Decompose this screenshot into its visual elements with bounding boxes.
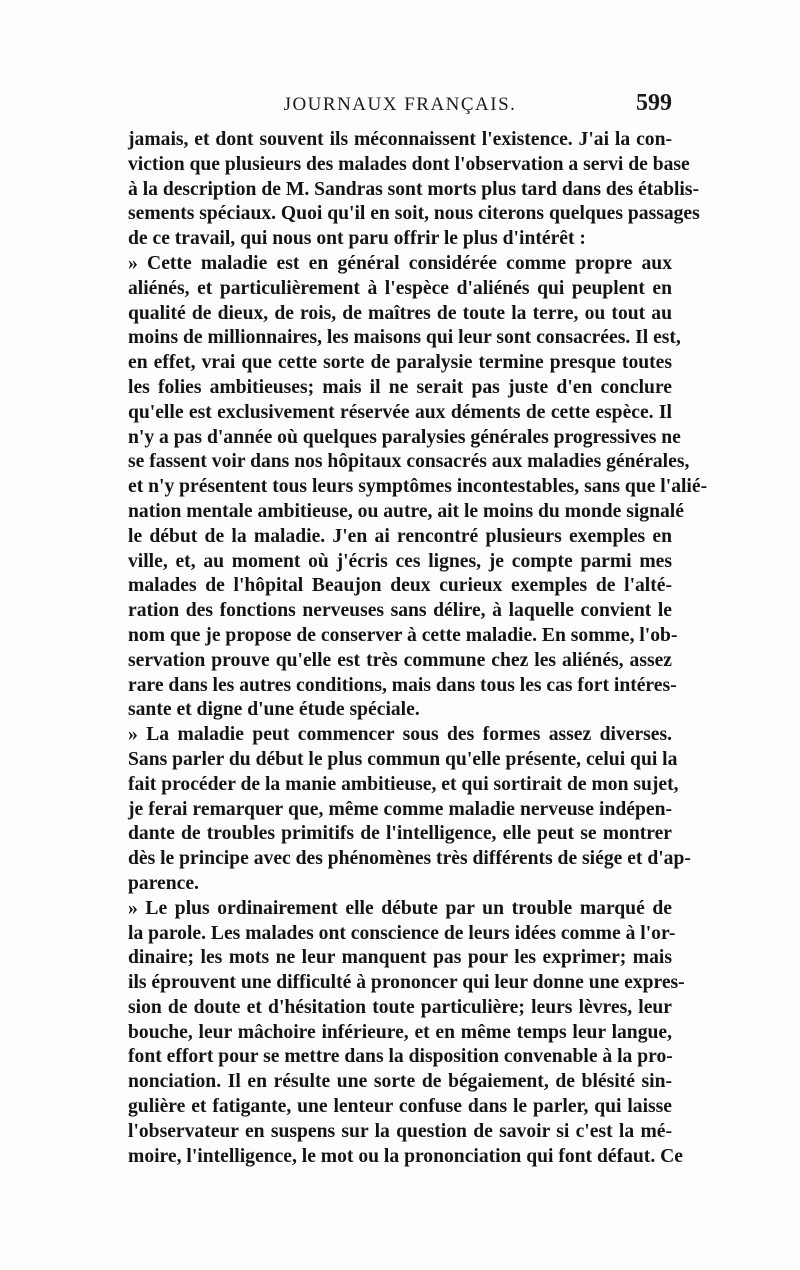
- text-line: bouche, leur mâchoire inférieure, et en même temps leur langue,: [128, 1021, 672, 1043]
- text-line: moire, l'intelligence, le mot ou la prononciation qui font défaut. Ce: [128, 1145, 683, 1167]
- text-line: le début de la maladie. J'en ai rencontré plusieurs exemples en: [128, 525, 672, 547]
- text-line: qu'elle est exclusivement réservée aux déments de cette espèce. Il: [128, 401, 672, 423]
- text-line: parence.: [128, 872, 199, 894]
- text-line: sements spéciaux. Quoi qu'il en soit, nous citerons quelques passages: [128, 203, 700, 225]
- text-line: se fassent voir dans nos hôpitaux consacrés aux maladies générales,: [128, 451, 690, 473]
- text-line: jamais, et dont souvent ils méconnaissent l'existence. J'ai la con-: [128, 129, 672, 150]
- text-line: l'observateur en suspens sur la question de savoir si c'est la mé-: [128, 1120, 672, 1142]
- text-line: fait procéder de la manie ambitieuse, et qui sortirait de mon sujet,: [128, 773, 679, 795]
- text-line: aliénés, et particulièrement à l'espèce d'aliénés qui peuplent en: [128, 277, 672, 299]
- text-line: de ce travail, qui nous ont paru offrir le plus d'intérêt :: [128, 228, 586, 250]
- text-line: rare dans les autres conditions, mais dans tous les cas fort intéres-: [128, 674, 677, 696]
- page-header: [128, 90, 672, 120]
- text-line: sante et digne d'une étude spéciale.: [128, 699, 420, 721]
- text-line: et n'y présentent tous leurs symptômes incontestables, sans que l'alié-: [128, 476, 708, 498]
- text-line: gulière et fatigante, une lenteur confuse dans le parler, qui laisse: [128, 1096, 672, 1118]
- text-line: nom que je propose de conserver à cette maladie. En somme, l'ob-: [128, 624, 678, 646]
- text-line: moins de millionnaires, les maisons qui leur sont consacrées. Il est,: [128, 327, 681, 349]
- text-line: les folies ambitieuses; mais il ne serait pas juste d'en conclure: [128, 376, 672, 398]
- text-line: ration des fonctions nerveuses sans délire, à laquelle convient le: [128, 600, 672, 622]
- text-line: la parole. Les malades ont conscience de leurs idées comme à l'or-: [128, 922, 676, 944]
- text-line: malades de l'hôpital Beaujon deux curieux exemples de l'alté-: [128, 575, 672, 597]
- text-line: ville, et, au moment où j'écris ces lignes, je compte parmi mes: [128, 550, 672, 572]
- text-line: dès le principe avec des phénomènes très différents de siége et d'ap-: [128, 848, 691, 870]
- paragraph: [128, 128, 700, 252]
- text-line: dinaire; les mots ne leur manquent pas pour les exprimer; mais: [128, 947, 672, 969]
- paragraph: [128, 897, 685, 1170]
- text-line: » Le plus ordinairement elle débute par un trouble marqué de: [128, 897, 672, 919]
- text-line: servation prouve qu'elle est très commune chez les aliénés, assez: [128, 649, 672, 671]
- text-line: nation mentale ambitieuse, ou autre, ait le moins du monde signalé: [128, 500, 684, 522]
- text-line: ils éprouvent une difficulté à prononcer qui leur donne une expres-: [128, 972, 685, 994]
- text-line: en effet, vrai que cette sorte de paralysie termine presque toutes: [128, 352, 672, 374]
- text-line: nonciation. Il en résulte une sorte de bégaiement, de blésité sin-: [128, 1071, 672, 1093]
- body-text: [128, 128, 708, 1169]
- paragraph: [128, 252, 708, 723]
- text-line: » Cette maladie est en général considérée comme propre aux: [128, 252, 672, 274]
- text-line: font effort pour se mettre dans la disposition convenable à la pro-: [128, 1046, 673, 1068]
- text-line: n'y a pas d'année où quelques paralysies générales progressives ne: [128, 426, 681, 448]
- text-line: sion de doute et d'hésitation toute particulière; leurs lèvres, leur: [128, 996, 672, 1018]
- text-line: qualité de dieux, de rois, de maîtres de toute la terre, ou tout au: [128, 302, 672, 324]
- text-line: à la description de M. Sandras sont morts plus tard dans des établis-: [128, 178, 700, 200]
- text-line: dante de troubles primitifs de l'intelligence, elle peut se montrer: [128, 823, 672, 845]
- text-line: je ferai remarquer que, même comme maladie nerveuse indépen-: [128, 798, 672, 820]
- paragraph: [128, 723, 691, 897]
- text-line: Sans parler du début le plus commun qu'elle présente, celui qui la: [128, 748, 678, 770]
- text-line: » La maladie peut commencer sous des formes assez diverses.: [128, 724, 672, 746]
- text-line: viction que plusieurs des malades dont l'observation a servi de base: [128, 153, 690, 175]
- page-number: 599: [636, 90, 672, 116]
- running-title: JOURNAUX FRANÇAIS.: [283, 94, 517, 115]
